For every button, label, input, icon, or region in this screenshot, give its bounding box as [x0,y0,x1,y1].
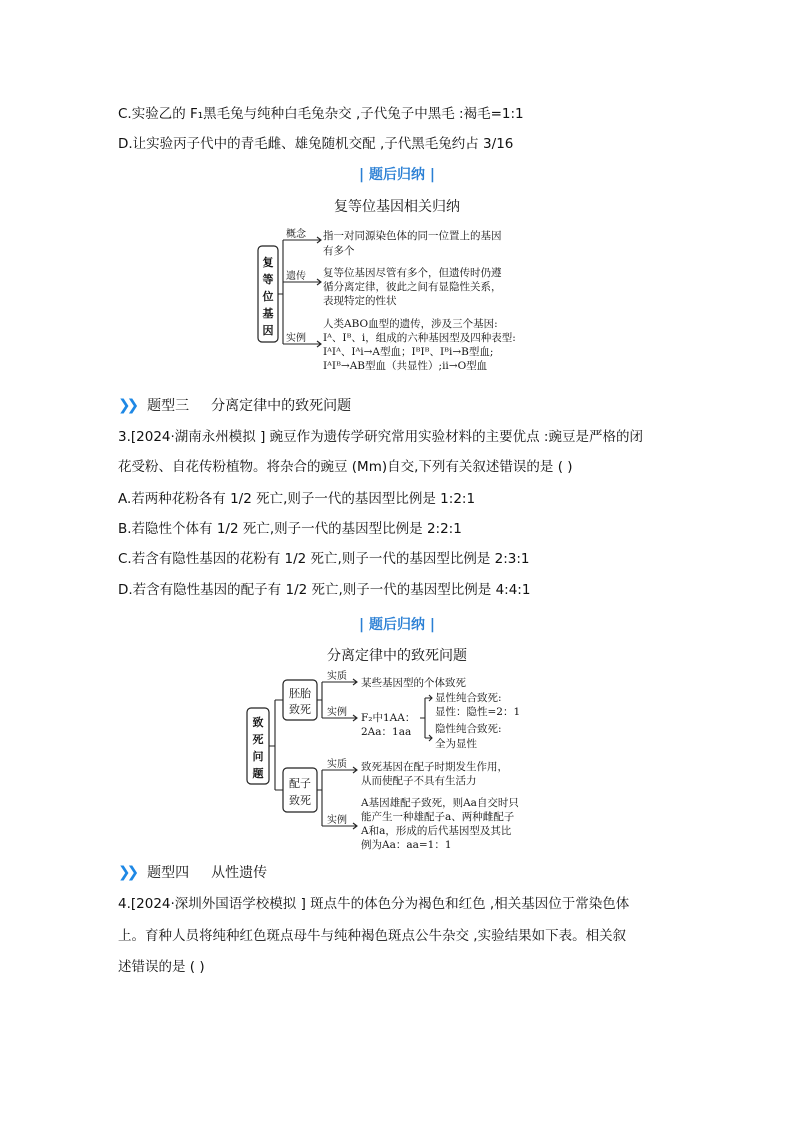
gamete-example-text: 例为Aa：aa=1：1 [361,839,452,851]
gamete-box-text: 配子 [289,777,311,790]
chevron-right-icon: ❯❯ [118,396,136,414]
q4-stem-1: 4.[2024·深圳外国语学校模拟 ] 斑点牛的体色分为褐色和红色 ,相关基因位于常染色体 [118,896,630,912]
root-char: 位 [262,290,274,303]
section-label: 题型三 [147,398,190,414]
root-char: 基 [262,307,274,320]
q3-option-d: D.若含有隐性基因的配子有 1/2 死亡,则子一代的基因型比例是 4:4:1 [118,582,531,598]
concept-text: 有多个 [323,245,355,257]
branch-label-concept: 概念 [286,229,306,240]
branch-label-example: 实例 [327,815,347,826]
embryo-case-text: 显性：隐性=2：1 [435,706,521,718]
example-text: 人类ABO血型的遗传，涉及三个基因: [323,318,498,330]
example-text: IᴬIᴬ、Iᴬi→A型血；IᴮIᴮ、Iᴮi→B型血; [323,346,494,358]
concept-text: 指一对同源染色体的同一位置上的基因 [323,230,502,242]
root-char: 致 [252,716,264,729]
root-char: 因 [262,324,274,337]
embryo-case-text: 隐性纯合致死: [435,723,502,735]
embryo-example-text: F₂中1AA： [361,712,416,724]
section-4-heading [118,862,267,882]
root-char: 问 [252,750,264,763]
option-c-prev: C.实验乙的 F₁黑毛兔与纯种白毛兔杂交 ,子代兔子中黑毛 :褐毛=1:1 [118,106,524,122]
q3-option-b: B.若隐性个体有 1/2 死亡,则子一代的基因型比例是 2:2:1 [118,521,462,537]
lethality-diagram [245,668,555,858]
inherit-text: 循分离定律，彼此之间有显隐性关系， [323,281,502,293]
embryo-box-text: 胚胎 [289,687,311,700]
allele-concept-diagram [255,222,555,382]
embryo-box-text: 致死 [289,703,311,716]
inherit-text: 表现特定的性状 [323,295,397,307]
root-char: 题 [252,767,264,780]
embryo-example-text: 2Aa：1aa [361,726,412,738]
gamete-box-text: 致死 [289,794,311,807]
example-text: IᴬIᴮ→AB型血（共显性）;ii→O型血 [323,360,488,372]
section-title: 分离定律中的致死问题 [211,398,352,414]
summary-banner-1: | 题后归纳 | [359,167,435,183]
branch-label-example: 实例 [327,707,347,718]
chevron-right-icon: ❯❯ [118,863,136,881]
branch-label-essence: 实质 [327,759,347,770]
gamete-essence-text: 从而使配子不具有生活力 [361,775,477,787]
embryo-case-text: 全为显性 [435,738,477,750]
gamete-example-text: A基因雄配子致死，则Aa自交时只 [361,797,519,809]
q4-stem-3: 述错误的是 ( ) [118,959,205,975]
branch-label-inherit: 遗传 [286,271,306,282]
q4-stem-2: 上。育种人员将纯种红色斑点母牛与纯种褐色斑点公牛杂交 ,实验结果如下表。相关叙 [118,928,627,944]
section-label: 题型四 [147,865,190,881]
summary-banner-2: | 题后归纳 | [359,617,435,633]
root-char: 死 [252,733,264,746]
q3-option-a: A.若两种花粉各有 1/2 死亡,则子一代的基因型比例是 1:2:1 [118,491,476,507]
branch-label-essence: 实质 [327,671,347,682]
section-title: 从性遗传 [211,865,268,881]
q3-stem-2: 花受粉、自花传粉植物。将杂合的豌豆 (Mm)自交,下列有关叙述错误的是 ( ) [118,459,573,475]
example-text: Iᴬ、Iᴮ、i，组成的六种基因型及四种表型: [323,332,516,344]
gamete-essence-text: 致死基因在配子时期发生作用， [361,761,508,773]
root-char: 复 [262,256,274,269]
gamete-example-text: 能产生一种雄配子a、两种雌配子 [361,811,515,823]
section-3-heading [118,395,351,415]
root-char: 等 [262,273,274,286]
embryo-case-text: 显性纯合致死: [435,692,502,704]
q3-option-c: C.若含有隐性基因的花粉有 1/2 死亡,则子一代的基因型比例是 2:3:1 [118,551,530,567]
inherit-text: 复等位基因尽管有多个，但遗传时仍遵 [323,267,502,279]
gamete-example-text: A和a，形成的后代基因型及其比 [361,825,512,837]
embryo-essence-text: 某些基因型的个体致死 [361,677,466,689]
branch-label-example: 实例 [286,333,306,344]
diagram2-title: 分离定律中的致死问题 [327,648,467,664]
q3-stem-1: 3.[2024·湖南永州模拟 ] 豌豆作为遗传学研究常用实验材料的主要优点 :豌豆是严格的闭 [118,429,643,445]
option-d-prev: D.让实验丙子代中的青毛雌、雄兔随机交配 ,子代黑毛兔约占 3/16 [118,136,514,152]
diagram1-title: 复等位基因相关归纳 [334,199,460,215]
